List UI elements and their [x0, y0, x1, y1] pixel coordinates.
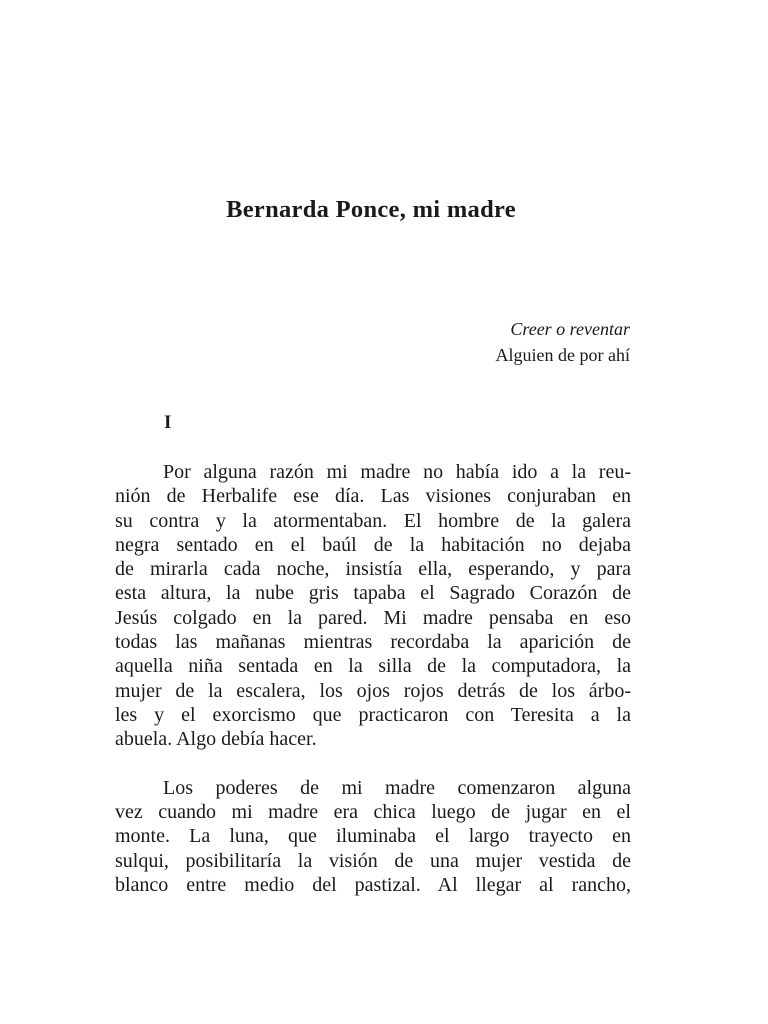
paragraph-line: esta altura, la nube gris tapaba el Sagrado Corazón de — [115, 582, 631, 605]
paragraph-line: les y el exorcismo que practicaron con Teresita a la — [115, 703, 631, 726]
paragraph-line: vez cuando mi madre era chica luego de jugar en el — [115, 801, 631, 824]
epigraph-quote: Creer o reventar — [510, 319, 630, 339]
paragraph-line: nión de Herbalife ese día. Las visiones conjuraban en — [115, 485, 631, 508]
section-number: I — [164, 412, 172, 433]
epigraph-author: Alguien de por ahí — [495, 345, 630, 365]
paragraph-line: monte. La luna, que iluminaba el largo trayecto en — [115, 825, 631, 848]
paragraph-line: abuela. Algo debía hacer. — [115, 728, 317, 751]
paragraph-line: todas las mañanas mientras recordaba la aparición de — [115, 631, 631, 654]
paragraph-line: Por alguna razón mi madre no había ido a la reu- — [163, 461, 631, 483]
paragraph-line: su contra y la atormentaban. El hombre de la galera — [115, 509, 631, 532]
body-text — [115, 460, 631, 897]
paragraph-line: blanco entre medio del pastizal. Al llegar al rancho, — [115, 874, 631, 897]
paragraph-line: de mirarla cada noche, insistía ella, esperando, y para — [115, 558, 631, 581]
paragraph-line: sulqui, posibilitaría la visión de una mujer vestida de — [115, 849, 631, 872]
paragraph-line: negra sentado en el baúl de la habitación no dejaba — [115, 533, 631, 556]
paragraph-line: Jesús colgado en la pared. Mi madre pensaba en eso — [115, 606, 631, 629]
paragraph-line: aquella niña sentada en la silla de la computadora, la — [115, 655, 631, 678]
paragraph-line: Los poderes de mi madre comenzaron alguna — [163, 776, 631, 799]
chapter-title: Bernarda Ponce, mi madre — [226, 196, 516, 223]
paragraph-gap — [115, 752, 631, 776]
epigraph — [496, 316, 630, 368]
paragraph-line: mujer de la escalera, los ojos rojos detrás de los árbo- — [115, 679, 631, 702]
